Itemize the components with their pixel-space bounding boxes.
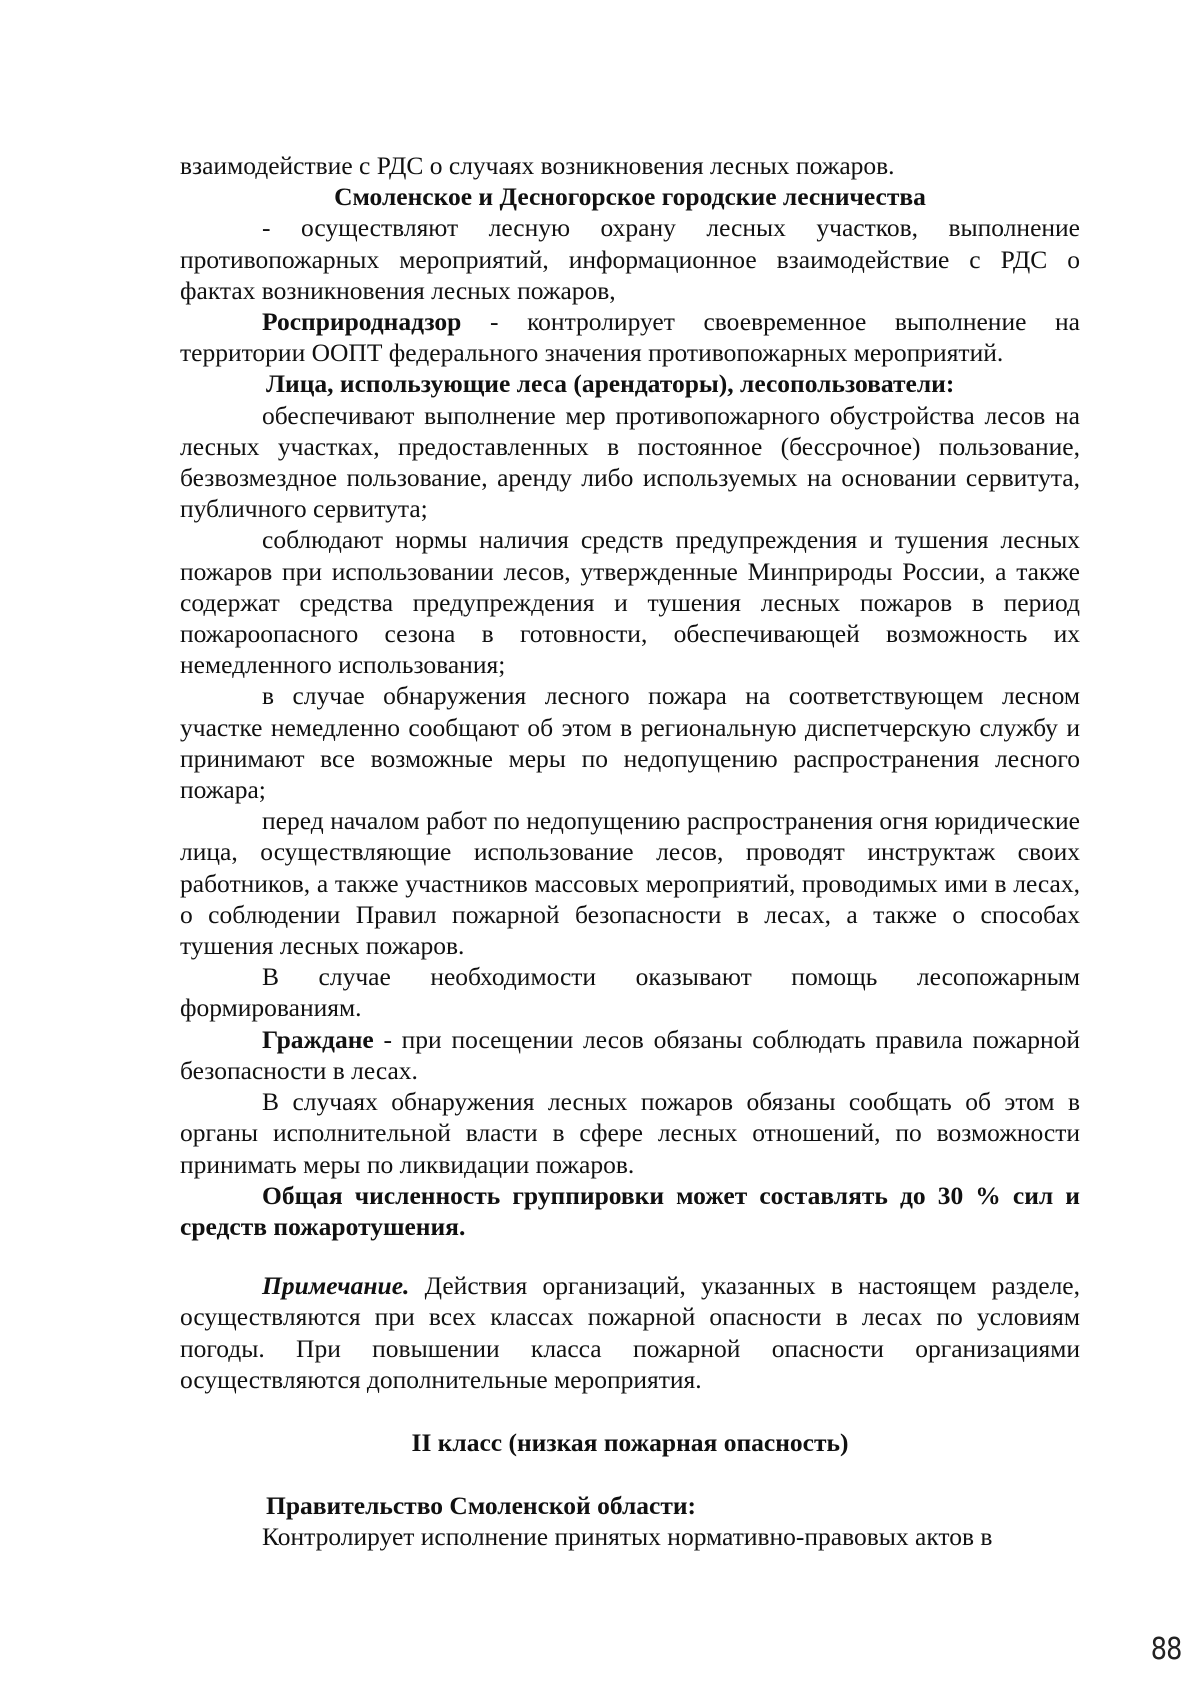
document-page (180, 150, 1080, 1553)
paragraph-government: Контролирует исполнение принятых нормативно-правовых актов в (262, 1522, 993, 1552)
paragraph-rosprirodnadzor (180, 306, 1080, 368)
paragraph-citizens (180, 1024, 1080, 1086)
heading-government: Правительство Смоленской области: (266, 1491, 697, 1521)
spacer (180, 1458, 1080, 1490)
spacer (180, 1242, 1080, 1270)
page-number: 88 (1150, 1632, 1182, 1667)
paragraph-citizens-2: В случаях обнаружения лесных пожаров обязаны сообщать об этом в органы исполнительной власти в сфере лесных отношений, по возможности принимать меры по ликвидации пожаров. (180, 1087, 1080, 1179)
spacer (180, 1395, 1080, 1427)
paragraph-note (180, 1270, 1080, 1395)
paragraph-users-3: в случае обнаружения лесного пожара на соответствующем лесном участке немедленно сообщают об этом в региональную диспетчерскую службу и принимают все возможные меры по недопущению распространения лесного пожара; (180, 681, 1080, 805)
heading-fire-class: II класс (низкая пожарная опасность) (411, 1427, 849, 1457)
citizens-label: Граждане (262, 1024, 374, 1054)
rosprirodnadzor-text: - контролирует своевременное выполнение на территории ООПТ федерального значения противопожарных мероприятий. (180, 307, 1080, 368)
paragraph-top: взаимодействие с РДС о случаях возникновения лесных пожаров. (180, 151, 895, 180)
note-label: Примечание. (262, 1271, 410, 1301)
heading-forest-users: Лица, использующие леса (арендаторы), лесопользователи: (266, 369, 955, 399)
rosprirodnadzor-label: Росприроднадзор (262, 307, 462, 337)
paragraph-users-2: соблюдают нормы наличия средств предупреждения и тушения лесных пожаров при использовании лесов, утвержденные Минприроды России, а также содержат средства предупреждения и тушения лесных пожаров в период пожароопасного сезона в готовности, обеспечивающей возможность их немедленного использования; (180, 525, 1080, 680)
citizens-text: - при посещении лесов обязаны соблюдать правила пожарной безопасности в лесах. (180, 1024, 1080, 1085)
heading-forestry: Смоленское и Десногорское городские лесничества (334, 182, 926, 212)
paragraph-total-forces: Общая численность группировки может составлять до 30 % сил и средств пожаротушения. (180, 1180, 1080, 1241)
paragraph-users-5: В случае необходимости оказывают помощь лесопожарным формированиям. (180, 962, 1080, 1023)
paragraph-users-1: обеспечивают выполнение мер противопожарного обустройства лесов на лесных участках, предоставленных в постоянное (бессрочное) пользование, безвозмездное пользование, аренду либо используемых на основании сервитута, публичного сервитута; (180, 400, 1080, 524)
paragraph-users-4: перед началом работ по недопущению распространения огня юридические лица, осуществляющие использование лесов, проводят инструктаж своих работников, а также участников массовых мероприятий, проводимых ими в лесах, о соблюдении Правил пожарной безопасности в лесах, а также о способах тушения лесных пожаров. (180, 806, 1080, 961)
paragraph-forestry: - осуществляют лесную охрану лесных участков, выполнение противопожарных мероприятий, информационное взаимодействие с РДС о фактах возникновения лесных пожаров, (180, 213, 1080, 305)
note-text: Действия организаций, указанных в настоящем разделе, осуществляются при всех классах пожарной опасности в лесах по условиям погоды. При повышении класса пожарной опасности организациями осуществляются дополнительные мероприятия. (180, 1271, 1080, 1394)
